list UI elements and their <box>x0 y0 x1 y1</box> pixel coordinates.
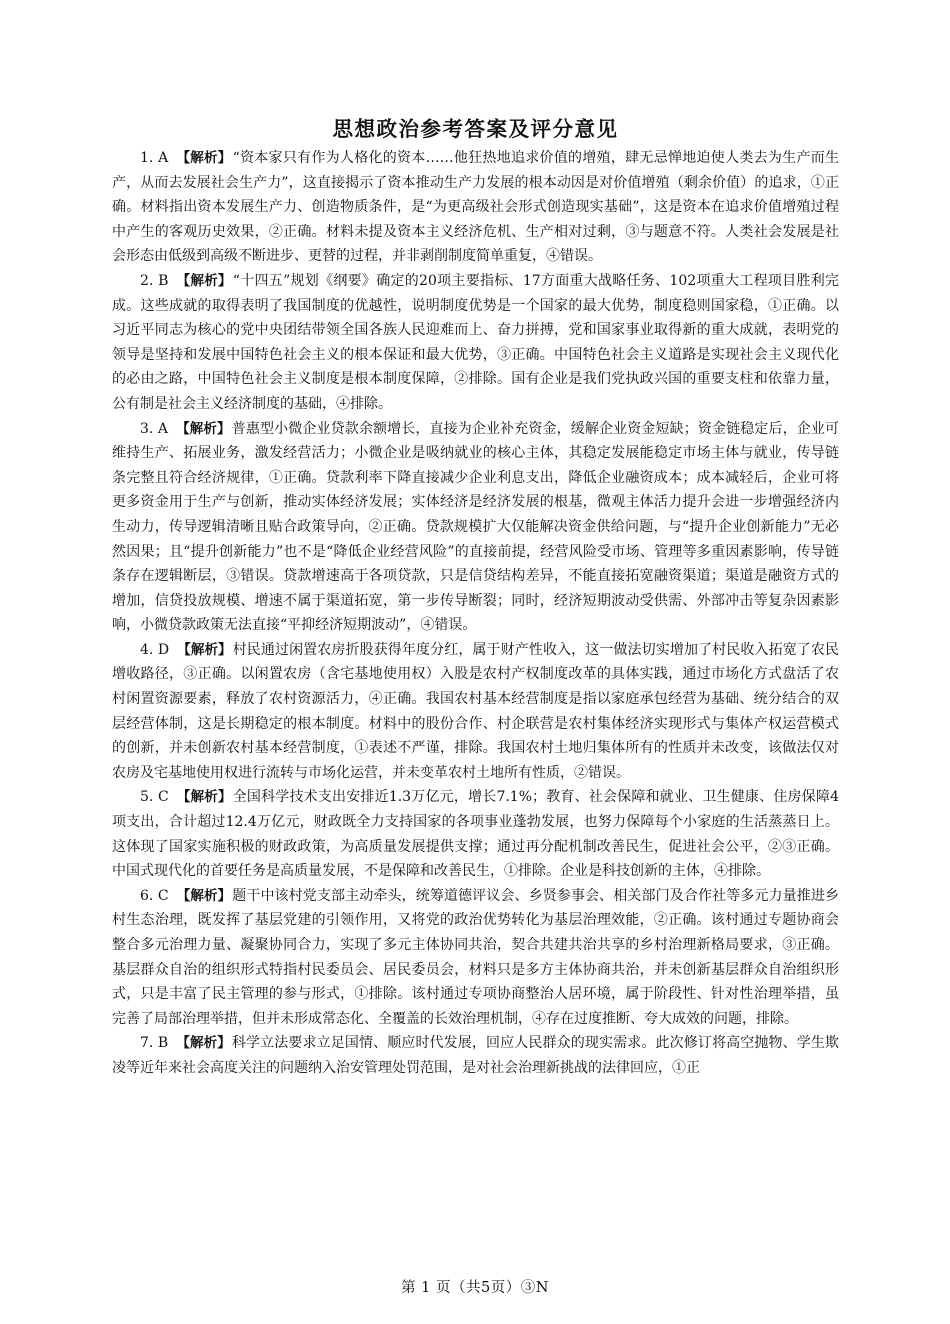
analysis-text: “十四五”规划《纲要》确定的20项主要指标、17方面重大战略任务、102项重大工程项目胜利完成。这些成就的取得表明了我国制度的优越性，说明制度优势是一个国家的最大优势，制度稳则国家稳，①正确。以习近平同志为核心的党中央团结带领全国各族人民迎难而上、奋力拼搏，党和国家事业取得新的重大成就，表明党的领导是坚持和发展中国特色社会主义的根本保证和最大优势，③正确。中国特色社会主义道路是实现社会主义现代化的必由之路，中国特色社会主义制度是根本制度保障，②排除。国有企业是我们党执政兴国的重要支柱和依靠力量，公有制是社会主义经济制度的基础，④排除。 <box>112 272 839 412</box>
answer-item <box>112 1031 839 1080</box>
page-title: 思想政治参考答案及评分意见 <box>332 117 619 141</box>
analysis-text: 全国科学技术支出安排近1.3万亿元，增长7.1%；教育、社会保障和就业、卫生健康、住房保障4项支出，合计超过12.4万亿元，财政既全力支持国家的各项事业蓬勃发展，也努力保障每个小家庭的生活蒸蒸日上。这体现了国家实施积极的财政政策，为高质量发展提供支撑；通过再分配机制改善民生，促进社会公平，②③正确。中国式现代化的首要任务是高质量发展，不是保障和改善民生，①排除。企业是科技创新的主体，④排除。 <box>112 789 839 880</box>
answer-item <box>112 417 839 638</box>
answer-page <box>112 112 839 1081</box>
analysis-text: 普惠型小微企业贷款余额增长，直接为企业补充资金，缓解企业资金短缺；资金链稳定后，企业可维持生产、拓展业务，激发经营活力；小微企业是吸纳就业的核心主体，其稳定发展能稳定市场主体与就业，传导链条完整且符合经济规律，①正确。贷款利率下降直接减少企业利息支出，降低企业融资成本；成本减轻后，企业可将更多资金用于生产与创新，推动实体经济发展；实体经济是经济发展的根基，微观主体活力提升会进一步增强经济内生动力，传导逻辑清晰且贴合政策导向，②正确。贷款规模扩大仅能解决资金供给问题，与“提升企业创新能力”无必然因果；且“提升创新能力”也不是“降低企业经营风险”的直接前提，经营风险受市场、管理等多重因素影响，传导链条存在逻辑断层，③错误。贷款增速高于各项贷款，只是信贷结构差异，不能直接拓宽融资渠道；渠道是融资方式的增加，信贷投放规模、增速不属于渠道拓宽，第一步传导断裂；同时，经济短期波动受供需、外部冲击等复杂因素影响，小微贷款政策无法直接“平抑经济短期波动”，④错误。 <box>112 420 840 634</box>
answer-item <box>112 785 839 883</box>
answer-number: 2. B <box>140 272 169 289</box>
analysis-tag: 【解析】 <box>176 1035 231 1052</box>
answer-item <box>112 884 839 1032</box>
analysis-tag: 【解析】 <box>176 272 232 289</box>
answer-number: 6. C <box>140 887 169 904</box>
answer-number: 4. D <box>140 641 170 658</box>
answer-number: 1. A <box>140 150 169 166</box>
analysis-tag: 【解析】 <box>176 150 232 166</box>
answer-item <box>112 638 839 786</box>
answer-item <box>112 269 839 417</box>
answer-number: 3. A <box>140 420 169 437</box>
analysis-text: 村民通过闲置农房折股获得年度分红，属于财产性收入，这一做法切实增加了村民收入拓宽了农民增收路径，③正确。以闲置农房（含宅基地使用权）入股是农村产权制度改革的具体实践，通过市场化方式盘活了农村闲置资源要素，释放了农村资源活力，④正确。我国农村基本经营制度是指以家庭承包经营为基础、统分结合的双层经营体制，这是长期稳定的根本制度。材料中的股份合作、村企联营是农村集体经济实现形式与集体产权运营模式的创新，并未创新农村基本经营制度，①表述不严谨，排除。我国农村土地归集体所有的性质并未改变，该做法仅对农房及宅基地使用权进行流转与市场化运营，并未变革农村土地所有性质，②错误。 <box>112 641 840 781</box>
analysis-tag: 【解析】 <box>176 887 232 904</box>
answer-list <box>112 146 839 1081</box>
analysis-tag: 【解析】 <box>177 641 232 658</box>
analysis-text: 题干中该村党支部主动牵头，统筹道德评议会、乡贤参事会、相关部门及合作社等多元力量推进乡村生态治理，既发挥了基层党建的引领作用，又将党的政治优势转化为基层治理效能，②正确。该村通过专题协商会整合多元治理力量、凝聚协同合力，实现了多元主体协同共治，契合共建共治共享的乡村治理新格局要求，③正确。基层群众自治的组织形式特指村民委员会、居民委员会，材料只是多方主体协商共治，并未创新基层群众自治组织形式，只是丰富了民主管理的参与形式，①排除。该村通过专项协商整治人居环境，属于阶段性、针对性治理举措，虽完善了局部治理举措，但并未形成常态化、全覆盖的长效治理机制，④存在过度推断、夸大成效的问题，排除。 <box>112 887 840 1027</box>
analysis-text: “资本家只有作为人格化的资本……他狂热地追求价值的增殖，肆无忌惮地迫使人类去为生产而生产，从而去发展社会生产力”，这直接揭示了资本推动生产力发展的根本动因是对价值增殖（剩余价值）的追求，①正确。材料指出资本发展生产力、创造物质条件，是“为更高级社会形式创造现实基础”，这是资本在追求价值增殖过程中产生的客观历史效果，②正确。材料未提及资本主义经济危机、生产相对过剩，③与题意不符。人类社会发展是社会形态由低级到高级不断进步、更替的过程，并非剥削制度简单重复，④错误。 <box>112 150 840 265</box>
page-footer: 第 1 页（共5页）③N <box>401 1280 549 1296</box>
answer-number: 7. B <box>140 1035 169 1052</box>
analysis-text: 科学立法要求立足国情、顺应时代发展，回应人民群众的现实需求。此次修订将高空抛物、学生欺凌等近年来社会高度关注的问题纳入治安管理处罚范围，是对社会治理新挑战的法律回应，①正 <box>112 1035 839 1076</box>
analysis-tag: 【解析】 <box>176 420 231 437</box>
answer-number: 5. C <box>140 789 169 806</box>
answer-item <box>112 146 839 269</box>
analysis-tag: 【解析】 <box>176 789 232 806</box>
